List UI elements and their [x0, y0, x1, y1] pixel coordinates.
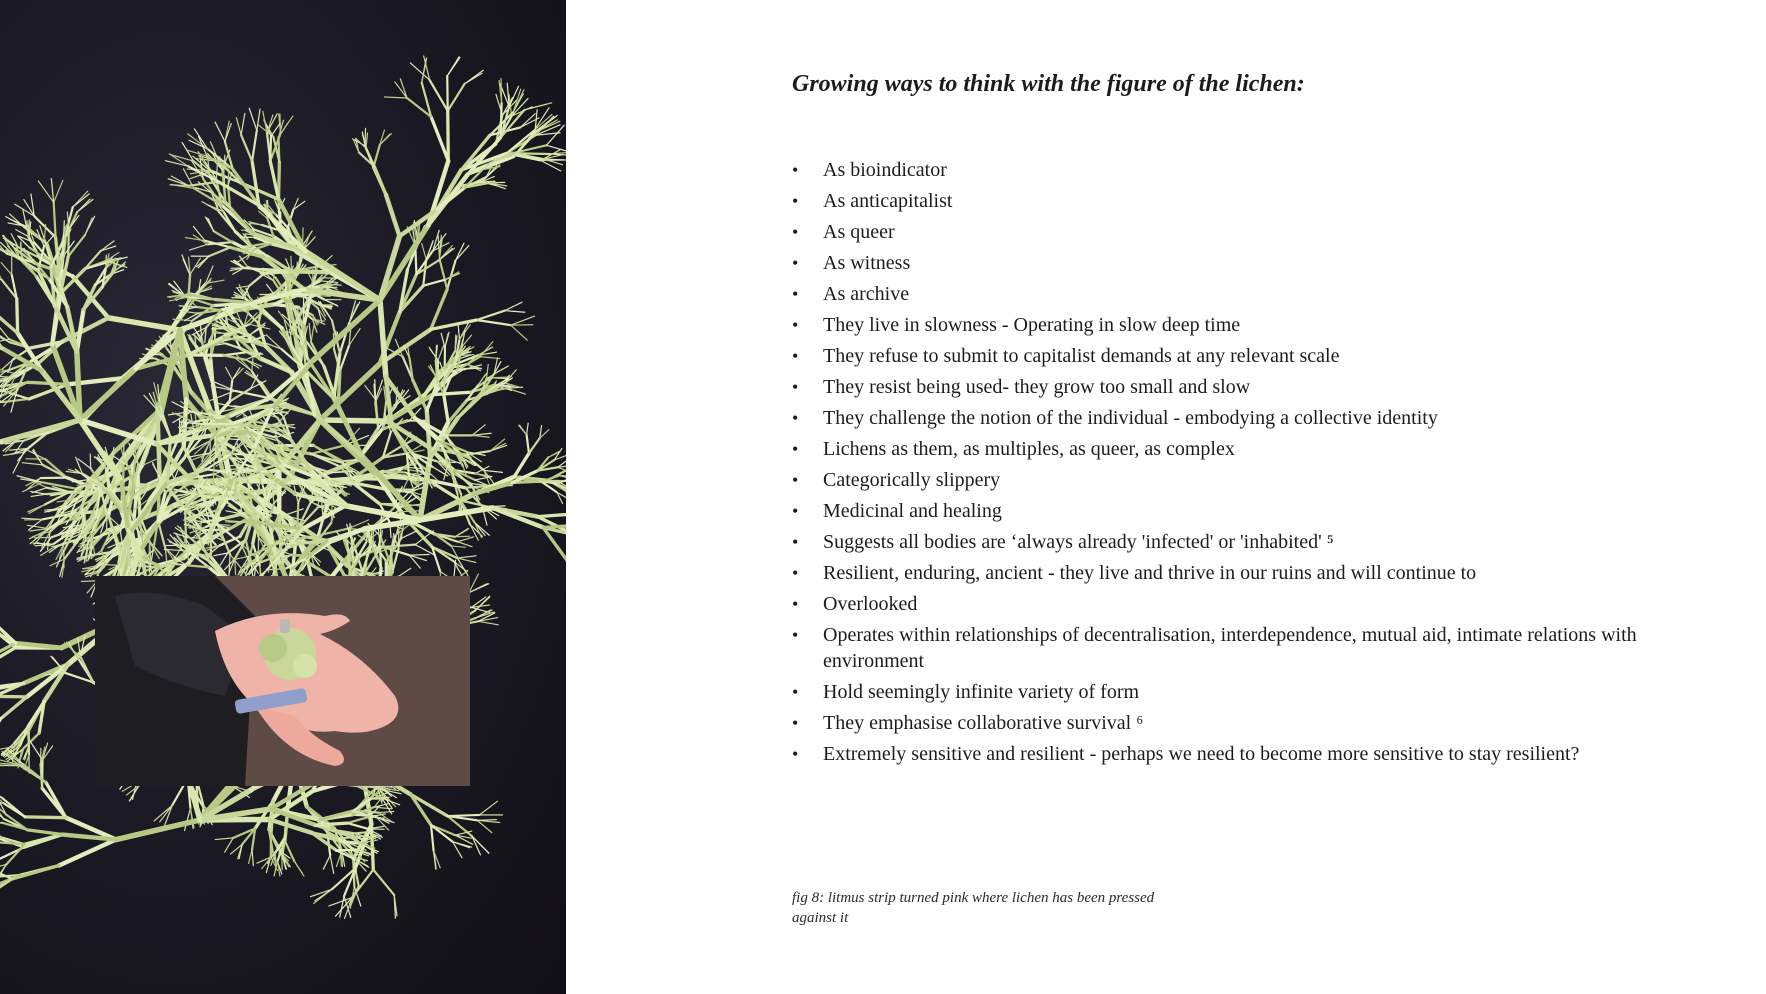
list-item: • Operates within relationships of decentralisation, interdependence, mutual aid, intimate relations with environment — [792, 622, 1643, 674]
hand-litmus-photo — [95, 576, 470, 786]
list-item: • As witness — [792, 250, 1643, 276]
list-item: • As queer — [792, 219, 1643, 245]
list-item: • They resist being used- they grow too small and slow — [792, 374, 1643, 400]
lichen-illustration — [0, 0, 566, 994]
page-heading: Growing ways to think with the figure of the lichen: — [792, 71, 1305, 97]
list-item: • Extremely sensitive and resilient - perhaps we need to become more sensitive to stay resilient? — [792, 741, 1643, 767]
list-item: • As archive — [792, 281, 1643, 307]
list-item: • They challenge the notion of the individual - embodying a collective identity — [792, 405, 1643, 431]
list-item: • Hold seemingly infinite variety of form — [792, 679, 1643, 705]
list-item: • They emphasise collaborative survival ⁶ — [792, 710, 1643, 736]
bullet-list — [792, 157, 1692, 767]
figure-caption: fig 8: litmus strip turned pink where lichen has been pressed against it — [792, 890, 1155, 926]
list-item: • Categorically slippery — [792, 467, 1643, 493]
text-content — [792, 70, 1692, 772]
list-item: • They refuse to submit to capitalist demands at any relevant scale — [792, 343, 1643, 369]
list-item: • Resilient, enduring, ancient - they live and thrive in our ruins and will continue to — [792, 560, 1643, 586]
list-item: • They live in slowness - Operating in slow deep time — [792, 312, 1643, 338]
list-item: • Medicinal and healing — [792, 498, 1643, 524]
hand-illustration — [95, 576, 470, 786]
list-item: • Overlooked — [792, 591, 1643, 617]
list-item: • As anticapitalist — [792, 188, 1643, 214]
list-item: • As bioindicator — [792, 157, 1643, 183]
list-item: • Lichens as them, as multiples, as queer, as complex — [792, 436, 1643, 462]
lichen-photo — [0, 0, 566, 994]
list-item: • Suggests all bodies are ‘always already 'infected' or 'inhabited' ⁵ — [792, 529, 1643, 555]
